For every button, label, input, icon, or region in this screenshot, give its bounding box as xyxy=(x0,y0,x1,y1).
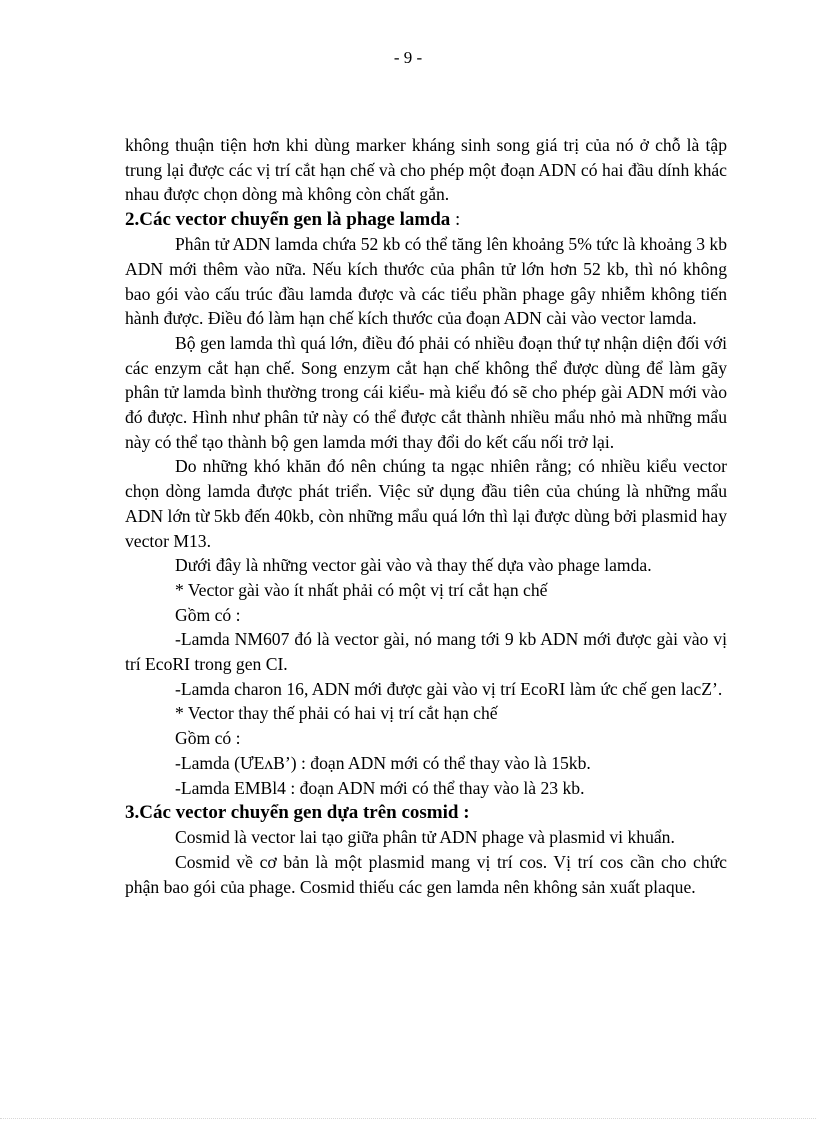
paragraph-continuation: không thuận tiện hơn khi dùng marker kháng sinh song giá trị của nó ở chỗ là tập trung lại được các vị trí cắt hạn chế và cho phép một đoạn ADN có hai đầu dính khác nhau được chọn dòng mà không còn chất gắn. xyxy=(125,135,727,205)
section-heading-phage-lamda xyxy=(125,207,727,232)
list-item-embl4: -Lamda EMBl4 : đoạn ADN mới có thể thay vào là 23 kb. xyxy=(175,777,585,798)
list-item-lamda-web: -Lamda (ƯEʌB’) : đoạn ADN mới có thể thay vào là 15kb. xyxy=(175,752,591,773)
section-heading-cosmid: 3.Các vector chuyển gen dựa trên cosmid : xyxy=(125,802,470,824)
section-heading-text: 2.Các vector chuyển gen là phage lamda xyxy=(125,209,451,231)
paragraph-replacement-vector: * Vector thay thế phải có hai vị trí cắt hạn chế xyxy=(175,703,498,724)
paragraph-lamda-genome: Bộ gen lamda thì quá lớn, điều đó phải có nhiều đoạn thứ tự nhận diện đối với các enzym cắt hạn chế. Song enzym cắt hạn chế không thể được dùng để làm gãy phân tử lamda bình thường trong cái kiểu- mà kiểu đó sẽ cho phép gài ADN mới vào đó được. Hình như phân tử này có thể được cắt thành nhiều mẩu nhỏ mà những mẩu này có thể tạo thành bộ gen lamda mới thay đổi do kết cấu nối trở lại. xyxy=(125,332,727,452)
paragraph-lamda-size: Phân tử ADN lamda chứa 52 kb có thể tăng lên khoảng 5% tức là khoảng 3 kb ADN mới thêm vào nữa. Nếu kích thước của phân tử lớn hơn 52 kb, thì nó không bao gói vào cấu trúc đầu lamda được và các tiểu phần phage gây nhiễm không tiến hành được. Điều đó làm hạn chế kích thước của đoạn ADN cài vào vector lamda. xyxy=(125,234,727,329)
paragraph-includes-2: Gồm có : xyxy=(175,728,241,749)
paragraph-vector-intro: Dưới đây là những vector gài vào và thay thế dựa vào phage lamda. xyxy=(175,555,652,576)
paragraph-includes: Gồm có : xyxy=(175,604,241,625)
paragraph-cosmid-details: Cosmid về cơ bản là một plasmid mang vị trí cos. Vị trí cos cần cho chức phận bao gói của phage. Cosmid thiếu các gen lamda nên không sản xuất plaque. xyxy=(125,851,727,897)
section-heading-colon: : xyxy=(450,209,461,231)
page-number: - 9 - xyxy=(393,48,423,67)
list-item-nm607: -Lamda NM607 đó là vector gài, nó mang tới 9 kb ADN mới được gài vào vị trí EcoRI trong gen CI. xyxy=(125,629,727,675)
document-body xyxy=(125,133,727,899)
paragraph-cosmid-definition: Cosmid là vector lai tạo giữa phân tử ADN phage và plasmid vi khuẩn. xyxy=(175,827,675,848)
page-bottom-divider xyxy=(0,1118,816,1119)
list-item-charon16: -Lamda charon 16, ADN mới được gài vào vị trí EcoRI làm ức chế gen lacZ’. xyxy=(175,678,723,699)
paragraph-lamda-vectors: Do những khó khăn đó nên chúng ta ngạc nhiên rằng; có nhiều kiểu vector chọn dòng lamda được phát triển. Việc sử dụng đầu tiên của chúng là những mẩu ADN lớn từ 5kb đến 40kb, còn những mẩu quá lớn thì lại được dùng bởi plasmid hay vector M13. xyxy=(125,456,727,551)
paragraph-insertion-vector: * Vector gài vào ít nhất phải có một vị trí cắt hạn chế xyxy=(175,579,548,600)
